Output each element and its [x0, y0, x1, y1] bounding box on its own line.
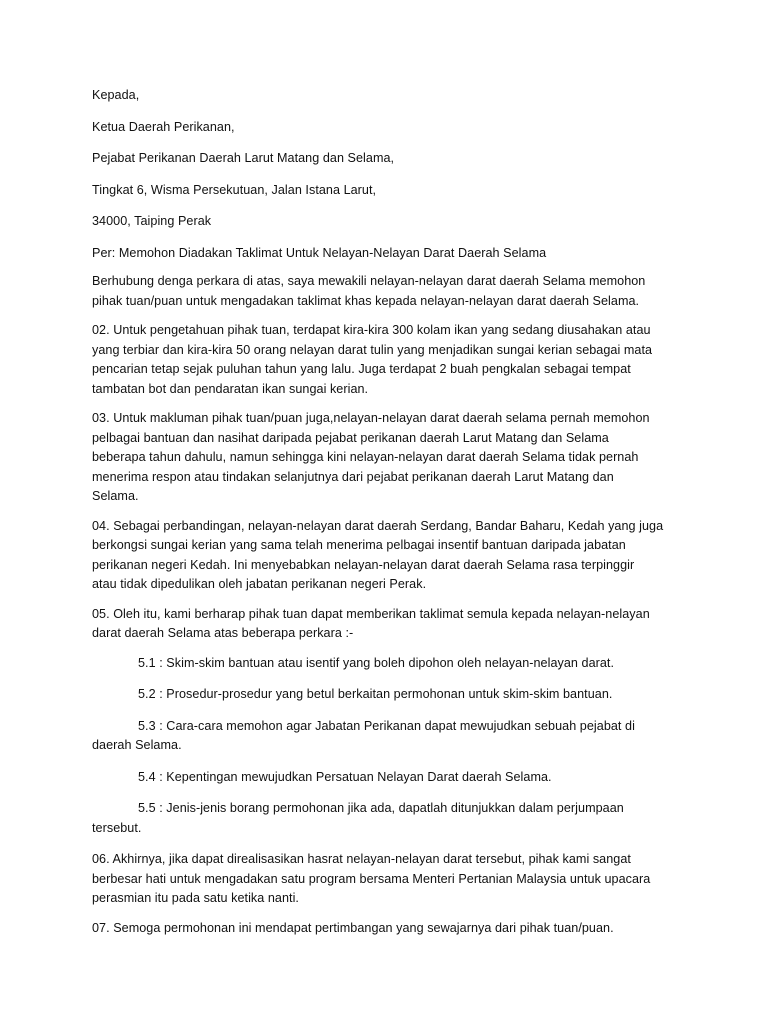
postcode-city: 34000, Taiping Perak: [92, 214, 212, 228]
paragraph-line: 03. Untuk makluman pihak tuan/puan juga,nelayan-nelayan darat daerah selama pernah memohon: [92, 411, 650, 425]
sub-item-line: 5.3 : Cara-cara memohon agar Jabatan Perikanan dapat mewujudkan sebuah pejabat di: [138, 718, 635, 733]
paragraph-line: atau tidak dipedulikan oleh jabatan perikanan negeri Perak.: [92, 577, 427, 591]
sub-item-line: daerah Selama.: [92, 738, 182, 752]
paragraph-intro: [92, 272, 682, 311]
paragraph-line: 06. Akhirnya, jika dapat direalisasikan hasrat nelayan-nelayan darat tersebut, pihak kami sangat: [92, 852, 631, 866]
paragraph-line: berbesar hati untuk mengadakan satu program bersama Menteri Pertanian Malaysia untuk upacara: [92, 871, 651, 886]
paragraph-line: 04. Sebagai perbandingan, nelayan-nelayan darat daerah Serdang, Bandar Baharu, Kedah yang juga: [92, 518, 664, 533]
paragraph-line: tambatan bot dan pendaratan ikan sungai kerian.: [92, 381, 369, 396]
letter-page: [92, 86, 682, 948]
paragraph-line: Berhubung denga perkara di atas, saya mewakili nelayan-nelayan darat daerah Selama memohon: [92, 274, 646, 288]
sub-item-line: 5.5 : Jenis-jenis borang permohonan jika ada, dapatlah ditunjukkan dalam perjumpaan: [138, 801, 624, 815]
paragraph-line: berkongsi sungai kerian yang sama telah menerima pelbagai insentif bantuan daripada jabatan: [92, 538, 626, 552]
subject-line: Per: Memohon Diadakan Taklimat Untuk Nelayan-Nelayan Darat Daerah Selama: [92, 245, 547, 260]
closing-paragraphs: [92, 850, 682, 938]
paragraph-line: yang terbiar dan kira-kira 50 orang nelayan darat tulin yang menjadikan sungai kerian sebagai mata: [92, 342, 653, 357]
paragraph-line: pihak tuan/puan untuk mengadakan taklimat khas kepada nelayan-nelayan darat daerah Selama.: [92, 293, 640, 308]
sub-item-line: 5.4 : Kepentingan mewujudkan Persatuan Nelayan Darat daerah Selama.: [138, 769, 552, 784]
sub-item-line: 5.2 : Prosedur-prosedur yang betul berkaitan permohonan untuk skim-skim bantuan.: [138, 687, 613, 701]
office-name: Pejabat Perikanan Daerah Larut Matang dan Selama,: [92, 151, 395, 165]
paragraph-line: perasmian itu pada satu ketika nanti.: [92, 891, 299, 905]
paragraph-line: beberapa tahun dahulu, namun sehingga kini nelayan-nelayan darat daerah Selama tidak pernah: [92, 450, 639, 464]
paragraph-line: 02. Untuk pengetahuan pihak tuan, terdapat kira-kira 300 kolam ikan yang sedang diusahakan atau: [92, 323, 651, 337]
paragraph-line: 07. Semoga permohonan ini mendapat pertimbangan yang sewajarnya dari pihak tuan/puan.: [92, 920, 614, 935]
paragraph-04: [92, 517, 682, 595]
paragraph-line: Selama.: [92, 489, 139, 503]
paragraph-06: [92, 850, 682, 909]
sub-item-5-1: [92, 654, 682, 674]
paragraph-line: perikanan negeri Kedah. Ini menyebabkan nelayan-nelayan darat daerah Selama rasa terpinggir: [92, 557, 635, 572]
paragraph-05: [92, 605, 682, 644]
sub-item-5-4: [92, 768, 682, 788]
sub-item-5-5: [92, 799, 682, 838]
salutation: Kepada,: [92, 88, 140, 102]
sub-item-line: 5.1 : Skim-skim bantuan atau isentif yang boleh dipohon oleh nelayan-nelayan darat.: [138, 655, 615, 670]
paragraph-07: [92, 919, 682, 939]
paragraph-02: [92, 321, 682, 399]
paragraph-03: [92, 409, 682, 507]
sub-items: [92, 654, 682, 839]
paragraph-line: darat daerah Selama atas beberapa perkara :-: [92, 626, 354, 640]
sub-item-5-2: [92, 685, 682, 705]
sub-item-line: tersebut.: [92, 820, 142, 835]
paragraph-line: pelbagai bantuan dan nasihat daripada pejabat perikanan daerah Larut Matang dan Selama: [92, 430, 609, 445]
building-address: Tingkat 6, Wisma Persekutuan, Jalan Istana Larut,: [92, 182, 377, 197]
paragraph-line: 05. Oleh itu, kami berharap pihak tuan dapat memberikan taklimat semula kepada nelayan-nelayan: [92, 606, 650, 621]
paragraph-line: menerima respon atau tindakan selanjutnya dari pejabat perikanan daerah Larut Matang dan: [92, 469, 614, 484]
paragraph-line: pencarian tetap sejak puluhan tahun yang lalu. Juga terdapat 2 buah pengkalan sebagai tempat: [92, 362, 631, 376]
body-paragraphs: [92, 272, 682, 644]
recipient-title: Ketua Daerah Perikanan,: [92, 119, 235, 134]
sub-item-5-3: [92, 717, 682, 756]
